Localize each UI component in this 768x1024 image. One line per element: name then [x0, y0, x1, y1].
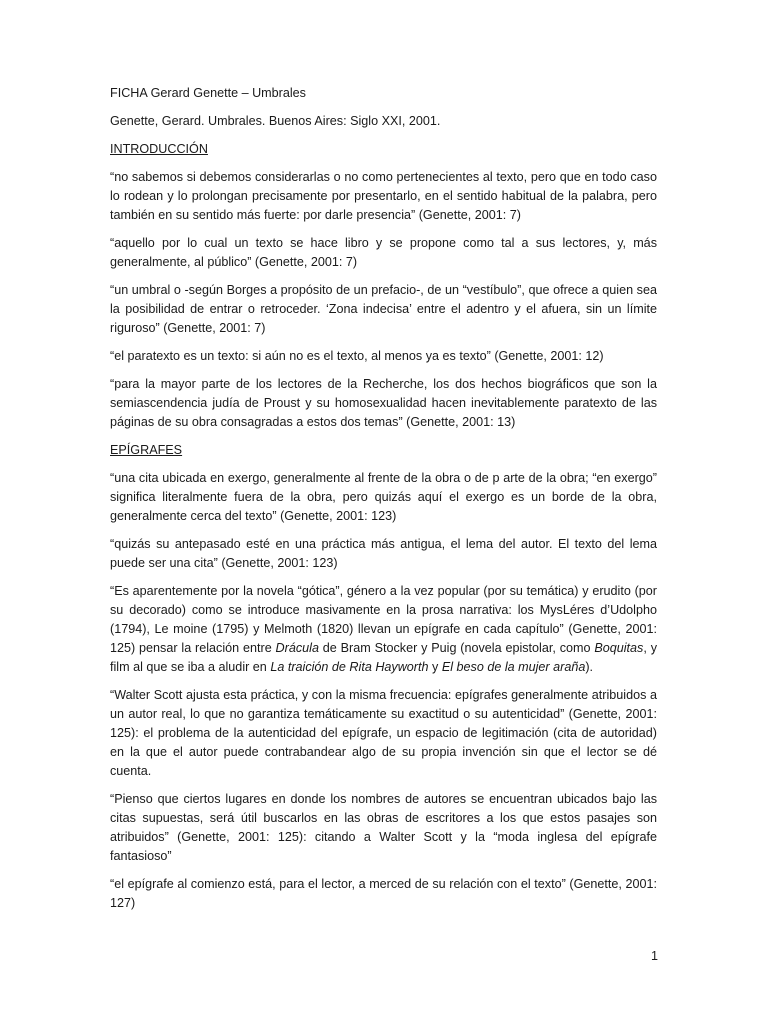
quote-paragraph: “una cita ubicada en exergo, generalmente al frente de la obra o de p arte de la obra; “en exergo” significa literalmente fuera de la obra, pero quizás aquí el exergo es un borde de la obra, generalmente cerca del texto” (Genette, 2001: 123) [110, 471, 657, 523]
text-run: y [428, 660, 442, 674]
quote-paragraph: “para la mayor parte de los lectores de la Recherche, los dos hechos biográficos que son la semiascendencia judía de Proust y su homosexualidad hacen inevitablemente paratexto de las páginas de su obra consagradas a estos dos temas” (Genette, 2001: 13) [110, 377, 657, 429]
text-run: , y film al que se iba a aludir en [110, 641, 657, 674]
quote-paragraph: “un umbral o -según Borges a propósito de un prefacio-, de un “vestíbulo”, que ofrece a quien sea la posibilidad de entrar o retroceder. ‘Zona indecisa’ entre el adentro y el afuera, sin un límite riguroso” (Genette, 2001: 7) [110, 283, 657, 335]
quote-paragraph: “el epígrafe al comienzo está, para el lector, a merced de su relación con el texto” (Genette, 2001: 127) [110, 877, 657, 910]
section-heading-epigrafes: EPÍGRAFES [110, 443, 183, 457]
document-title: FICHA Gerard Genette – Umbrales [110, 86, 306, 100]
quote-paragraph: “Walter Scott ajusta esta práctica, y con la misma frecuencia: epígrafes generalmente atribuidos a un autor real, lo que no garantiza temáticamente su exactitud o su autenticidad” (Genette, 2001: 125): el problema de la autenticidad del epígrafe, un espacio de legitimación (cita de autoridad) en la que el autor puede contrabandear algo de su propia invención sin que el lector se dé cuenta. [110, 688, 657, 778]
bibliographic-citation: Genette, Gerard. Umbrales. Buenos Aires: Siglo XXI, 2001. [110, 114, 441, 128]
quote-paragraph: “aquello por lo cual un texto se hace libro y se propone como tal a sus lectores, y, más generalmente, al público” (Genette, 2001: 7) [110, 236, 657, 269]
page-number: 1 [650, 949, 658, 963]
quote-paragraph: “Pienso que ciertos lugares en donde los nombres de autores se encuentran ubicados bajo las citas supuestas, será útil buscarlos en las obras de escritores a los que estos pasajes son atribuidos” (Genette, 2001: 125): citando a Walter Scott y la “moda inglesa del epígrafe fantasioso” [110, 792, 657, 863]
text-run: ). [585, 660, 594, 674]
quote-paragraph-gothic-novel [110, 582, 657, 677]
italic-title-boquitas: Boquitas [594, 641, 644, 655]
document-page [110, 84, 657, 922]
text-run: de Bram Stocker y Puig (novela epistolar, como [318, 641, 595, 655]
quote-paragraph: “no sabemos si debemos considerarlas o no como pertenecientes al texto, pero que en todo caso lo rodean y lo prolongan precisamente por presentarlo, en el sentido habitual de la palabra, pero también en su sentido más fuerte: por darle presencia” (Genette, 2001: 7) [110, 170, 657, 222]
italic-title-beso-mujer-arana: El beso de la mujer araña [441, 660, 586, 674]
quote-paragraph: “quizás su antepasado esté en una práctica más antigua, el lema del autor. El texto del lema puede ser una cita” (Genette, 2001: 123) [110, 537, 657, 570]
quote-paragraph: “el paratexto es un texto: si aún no es el texto, al menos ya es texto” (Genette, 2001: 12) [110, 349, 604, 363]
section-heading-introduccion: INTRODUCCIÓN [110, 142, 208, 156]
italic-title-rita-hayworth: La traición de Rita Hayworth [270, 660, 429, 674]
italic-title-dracula: Drácula [275, 641, 319, 655]
text-run: “Es aparentemente por la novela “gótica”, género a la vez popular (por su temática) y erudito (por su decorado) como se introduce masivamente en la prosa narrativa: los MysLéres d’Udolpho (1794), Le moine (1795) y Melmoth (1820) llevan un epígrafe en cada capítulo” (Genette, 2001: 125) pensar la relación entre [110, 584, 657, 655]
